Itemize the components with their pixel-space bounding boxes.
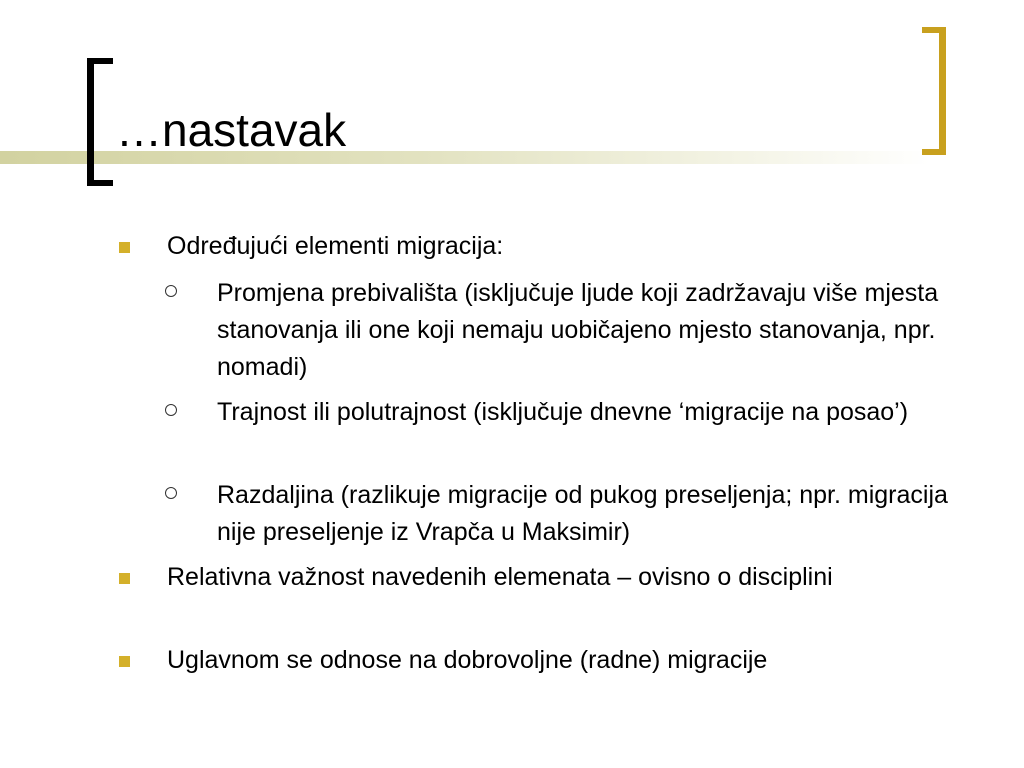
sub-bullet-2-text: Trajnost ili polutrajnost (isključuje dnevne ‘migracije na posao’) [217, 398, 909, 426]
sub-bullet-1 [217, 275, 967, 386]
square-bullet-icon [119, 656, 130, 667]
sub-bullet-1-text: Promjena prebivališta (isključuje ljude koji zadržavaju više mjesta stanovanja ili one koji nemaju uobičajeno mjesto stanovanja, npr. nomadi) [217, 279, 939, 381]
bullet-2 [167, 559, 887, 596]
bullet-3-text: Uglavnom se odnose na dobrovoljne (radne) migracije [167, 646, 768, 674]
bullet-3 [167, 642, 887, 679]
sub-bullet-2 [217, 394, 967, 431]
square-bullet-icon [119, 573, 130, 584]
bullet-1-text: Određujući elementi migracija: [167, 232, 504, 260]
bullet-1 [167, 228, 887, 265]
slide-title: …nastavak [116, 104, 347, 156]
hollow-circle-bullet-icon [165, 285, 177, 297]
hollow-circle-bullet-icon [165, 487, 177, 499]
hollow-circle-bullet-icon [165, 404, 177, 416]
square-bullet-icon [119, 242, 130, 253]
bullet-2-text: Relativna važnost navedenih elemenata – ovisno o disciplini [167, 563, 833, 591]
sub-bullet-3 [217, 477, 967, 551]
sub-bullet-3-text: Razdaljina (razlikuje migracije od pukog preseljenja; npr. migracija nije preseljenje iz Vrapča u Maksimir) [217, 481, 948, 546]
